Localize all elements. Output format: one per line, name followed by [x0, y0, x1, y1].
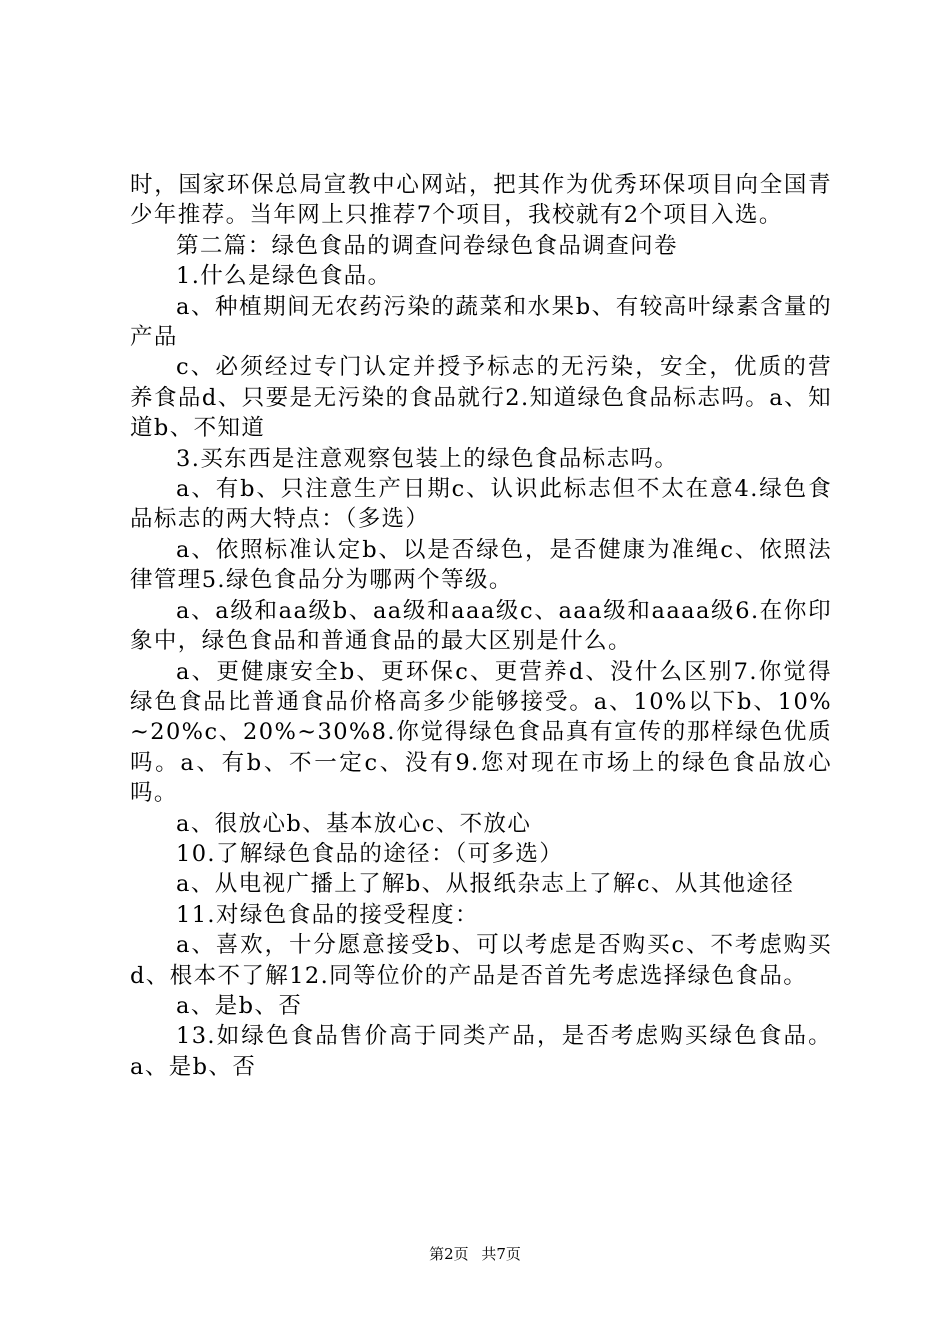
question-10: 10.了解绿色食品的途径：（可多选）	[176, 840, 564, 867]
page-number: 第2页	[429, 1245, 469, 1263]
question-11-options-question-12: a、喜欢，十分愿意接受b、可以考虑是否购买c、不考虑购买d、根本不了解12.同等位价的产品是否首先考虑选择绿色食品。	[130, 932, 832, 989]
section-heading: 第二篇：绿色食品的调查问卷绿色食品调查问卷	[176, 232, 678, 259]
question-3: 3.买东西是注意观察包装上的绿色食品标志吗。	[176, 445, 679, 472]
page-footer	[0, 1244, 950, 1264]
question-11: 11.对绿色食品的接受程度：	[176, 901, 479, 928]
question-10-options: a、从电视广播上了解b、从报纸杂志上了解c、从其他途径	[176, 871, 795, 898]
question-1-options-ab: a、种植期间无农药污染的蔬菜和水果b、有较高叶绿素含量的产品	[130, 293, 832, 351]
question-6-to-9: a、更健康安全b、更环保c、更营养d、没什么区别7.你觉得绿色食品比普通食品价格高多少能够接受。a、10%以下b、10%~20%c、20%~30%8.你觉得绿色食品真有宣传的那样绿色优质吗。a、有b、不一定c、没有9.您对现在市场上的绿色食品放心吗。	[130, 658, 832, 807]
paragraph-continuation: 时，国家环保总局宣教中心网站，把其作为优秀环保项目向全国青少年推荐。当年网上只推荐7个项目，我校就有2个项目入选。	[130, 172, 832, 229]
page-total: 共7页	[481, 1245, 521, 1263]
question-9-options: a、很放心b、基本放心c、不放心	[176, 810, 532, 837]
question-5-options-question-6: a、a级和aa级b、aa级和aaa级c、aaa级和aaaa级6.在你印象中，绿色食品和普通食品的最大区别是什么。	[130, 597, 832, 655]
question-13: 13.如绿色食品售价高于同类产品，是否考虑购买绿色食品。a、是b、否	[130, 1023, 832, 1080]
question-12-options: a、是b、否	[176, 992, 303, 1019]
question-1-options-cd-question-2: c、必须经过专门认定并授予标志的无污染，安全，优质的营养食品d、只要是无污染的食品就行2.知道绿色食品标志吗。a、知道b、不知道	[130, 354, 832, 442]
question-1: 1.什么是绿色食品。	[176, 263, 392, 290]
document-body	[130, 170, 832, 1082]
question-4-options-question-5: a、依照标准认定b、以是否绿色，是否健康为准绳c、依照法律管理5.绿色食品分为哪两个等级。	[130, 536, 832, 594]
question-3-options-question-4: a、有b、只注意生产日期c、认识此标志但不太在意4.绿色食品标志的两大特点：（多选）	[130, 476, 832, 533]
